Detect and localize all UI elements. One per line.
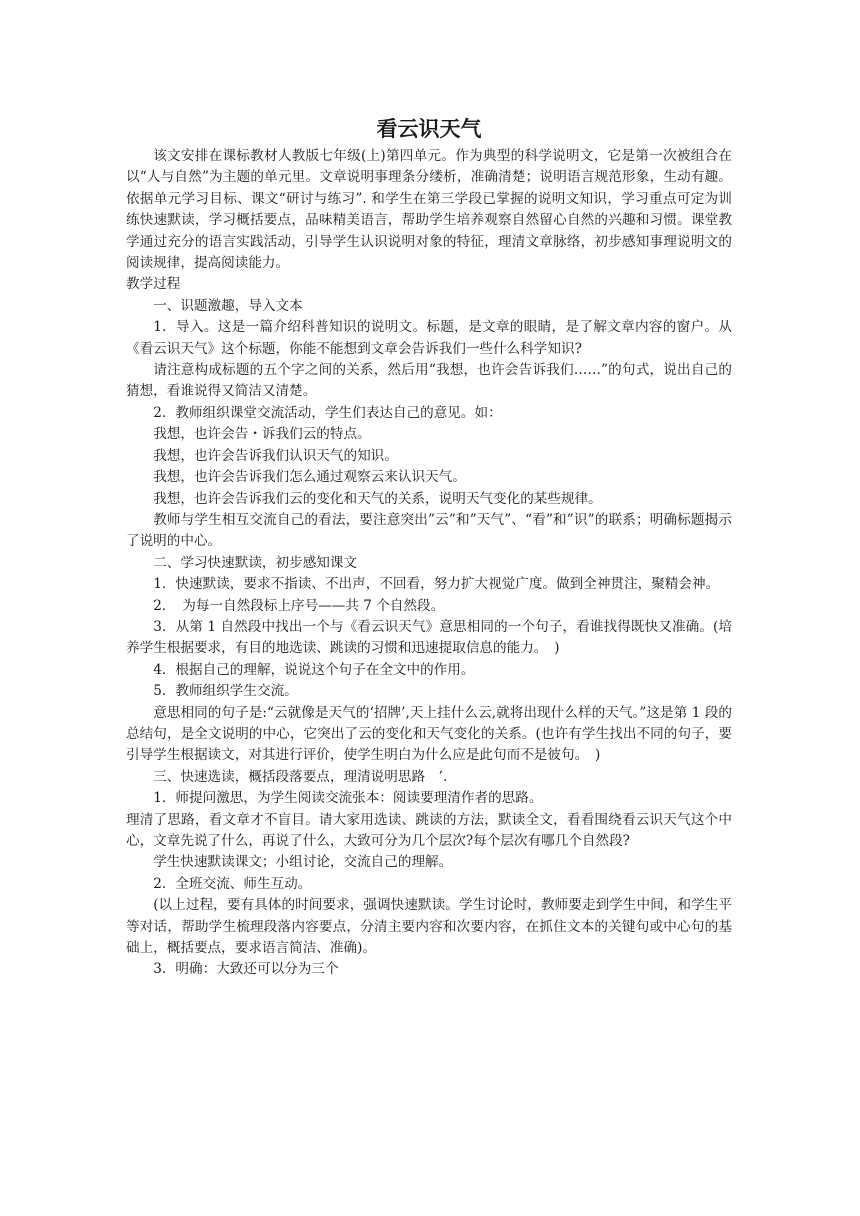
paragraph: 三、快速选读，概括段落要点，理清说明思路 ’. (153, 768, 448, 785)
paragraph: 3．明确：大致还可以分为三个 (153, 961, 339, 978)
paragraph: 3．从第 1 自然段中找出一个与《看云识天气》意思相同的一个句子，看谁找得既快又准确。(培养学生根据要求，有目的地选读、跳读的习惯和迅速提取信息的能力。 ) (126, 618, 732, 657)
paragraph: 2．全班交流、师生互动。 (153, 875, 312, 892)
paragraph: 该文安排在课标教材人教版七年级(上)第四单元。作为典型的科学说明文，它是第一次被组合在以“人与自然”为主题的单元里。文章说明事理条分缕析，准确清楚；说明语言规范形象，生动有趣。依据单元学习目标、课文“研讨与练习”. 和学生在第三学段已掌握的说明文知识，学习重点可定为训练快速默读，学习概括要点，品味精美语言，帮助学生培养观察自然留心自然的兴趣和习惯。课堂教学通过充分的语言实践活动，引导学生认识说明对象的特征，理清文章脉络，初步感知事理说明文的阅读规律，提高阅读能力。 (126, 148, 732, 272)
paragraph: 2． 为每一自然段标上序号——共 7 个自然段。 (153, 597, 445, 614)
paragraph: 教学过程 (126, 276, 181, 293)
paragraph: 4．根据自己的理解，说说这个句子在全文中的作用。 (153, 661, 475, 678)
paragraph: 1．导入。这是一篇介绍科普知识的说明文。标题，是文章的眼睛，是了解文章内容的窗户。从《看云识天气》这个标题，你能不能想到文章会告诉我们一些什么科学知识? (126, 319, 732, 357)
paragraph: 我想，也许会告诉我们怎么通过观察云来认识天气。 (153, 469, 466, 486)
paragraph: 2．教师组织课堂交流活动，学生们表达自己的意见。如： (153, 404, 502, 421)
paragraph: 我想，也许会告诉我们认识天气的知识。 (153, 447, 398, 464)
paragraph: (以上过程，要有具体的时间要求，强调快速默读。学生讨论时，教师要走到学生中间，和学生平等对话，帮助学生梳理段落内容要点，分清主要内容和次要内容，在抓住文本的关键句或中心句的基础上，概括要点，要求语言简洁、准确)。 (126, 897, 732, 957)
document-page (126, 112, 732, 981)
paragraph: 请注意构成标题的五个字之间的关系，然后用“我想，也许会告诉我们……”的句式，说出自己的猜想，看谁说得又简洁又清楚。 (126, 362, 732, 400)
paragraph: 1．师提问激思，为学生阅读交流张本：阅读要理清作者的思路。 (153, 790, 543, 807)
paragraph: 教师与学生相互交流自己的看法，要注意突出”云”和”天气”、“看”和”识”的联系；明确标题揭示了说明的中心。 (126, 511, 732, 550)
paragraph: 学生快速默读课文；小组讨论，交流自己的理解。 (153, 854, 453, 871)
paragraph: 我想，也许会告・诉我们云的特点。 (153, 426, 371, 443)
paragraph: 我想，也许会告诉我们云的变化和天气的关系，说明天气变化的某些规律。 (153, 490, 602, 507)
paragraph: 一、识题激趣，导入文本 (153, 297, 303, 314)
paragraph: 理清了思路，看文章才不盲目。请大家用选读、跳读的方法，默读全文，看看围绕看云识天气这个中心，文章先说了什么，再说了什么，大致可分为几个层次?每个层次有哪几个自然段? (126, 811, 732, 849)
paragraph: 意思相同的句子是:“云就像是天气的‘招牌’,天上挂什么云,就将出现什么样的天气。”这是第 1 段的总结句，是全文说明的中心，它突出了云的变化和天气变化的关系。(也许有学生找出不同的句子，要引导学生根据读文，对其进行评价，使学生明白为什么应是此句而不是彼句。 ) (126, 704, 732, 764)
document-body (126, 146, 732, 981)
paragraph: 1．快速默读，要求不指读、不出声，不回看，努力扩大视觉广度。做到全神贯注，聚精会神。 (153, 576, 720, 593)
paragraph: 5．教师组织学生交流。 (153, 683, 298, 700)
document-title: 看云识天气 (376, 117, 482, 141)
paragraph: 二、学习快速默读，初步感知课文 (153, 554, 358, 571)
